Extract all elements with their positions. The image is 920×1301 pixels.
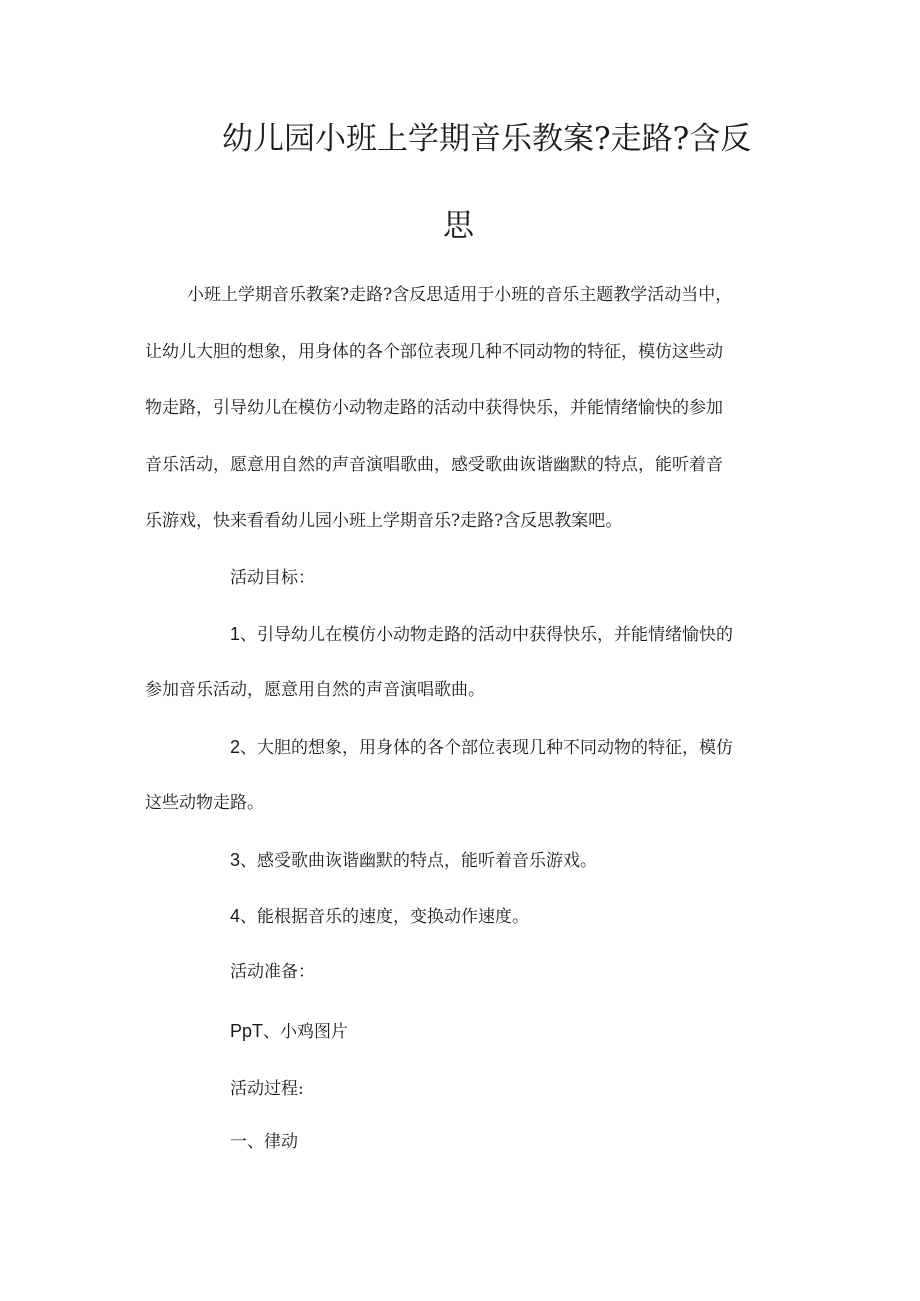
goal-3-number: 3 [230,850,241,870]
goal-2-number: 2 [230,737,241,757]
goal-2-line-2: 这些动物走路。 [145,793,264,813]
prep-materials [230,1020,348,1043]
prep-heading: 活动准备： [230,962,315,982]
goal-4 [230,905,529,928]
goal-4-text: 、能根据音乐的速度，变换动作速度。 [240,907,530,927]
goal-3-text: 、感受歌曲诙谐幽默的特点，能听着音乐游戏。 [240,851,598,871]
intro-line-1: 小班上学期音乐教案?走路?含反思适用于小班的音乐主题教学活动当中， [187,285,733,305]
prep-rest: 、小鸡图片 [263,1022,349,1042]
goal-1-text: 、引导幼儿在模仿小动物走路的活动中获得快乐，并能情绪愉快的 [240,625,734,645]
intro-line-2: 让幼儿大胆的想象，用身体的各个部位表现几种不同动物的特征，模仿这些动 [145,342,723,362]
process-item-1: 一、律动 [230,1132,298,1152]
document-title-line2: 思 [443,208,474,244]
goal-1-line-2: 参加音乐活动，愿意用自然的声音演唱歌曲。 [145,680,485,700]
intro-line-3: 物走路，引导幼儿在模仿小动物走路的活动中获得快乐，并能情绪愉快的参加 [145,398,723,418]
goal-1-line-1 [230,623,733,646]
goal-1-number: 1 [230,624,241,644]
intro-line-5: 乐游戏，快来看看幼儿园小班上学期音乐?走路?含反思教案吧。 [145,511,623,531]
goal-3 [230,849,597,872]
goal-2-line-1 [230,736,733,759]
process-heading: 活动过程: [230,1079,304,1099]
document-title-line1: 幼儿园小班上学期音乐教案?走路?含反 [222,121,752,157]
intro-line-4: 音乐活动，愿意用自然的声音演唱歌曲，感受歌曲诙谐幽默的特点，能听着音 [145,455,723,475]
goal-4-number: 4 [230,906,241,926]
goal-2-text: 、大胆的想象，用身体的各个部位表现几种不同动物的特征，模仿 [240,738,734,758]
prep-ppt: PpT [230,1021,264,1041]
goals-heading: 活动目标： [230,568,315,588]
